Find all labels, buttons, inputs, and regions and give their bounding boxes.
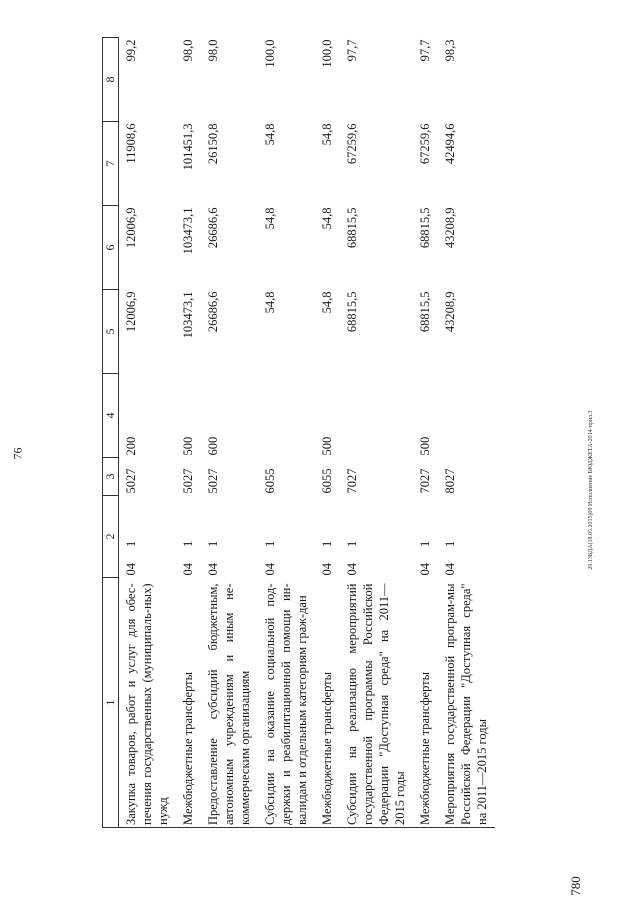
row-section (258, 496, 315, 578)
header-col-7: 7 (103, 122, 119, 206)
header-col-3: 3 (103, 458, 119, 496)
row-name: Межбюджетные трансферты (413, 578, 438, 828)
row-name: Мероприятия государственной програм-мы Российской Федерации "Доступная среда" на 2011—2015 годы (438, 578, 495, 828)
header-col-5: 5 (103, 290, 119, 374)
row-kind: 600 (206, 436, 220, 456)
page-number-bottom: 780 (567, 876, 583, 896)
row-code: 8027 (443, 468, 457, 494)
row-col8: 100,0 (320, 39, 334, 68)
row-section-b: 1 (443, 540, 457, 547)
row-col6: 12006,9 (124, 207, 138, 249)
row-section-a: 04 (418, 563, 432, 576)
row-col6: 54,8 (263, 207, 277, 230)
row-kind (340, 374, 413, 458)
table-row (438, 38, 495, 828)
row-section (340, 496, 413, 578)
row-name: Субсидии на реализацию мероприятий государственной программы Российской Федерации "Доступная среда" на 2011—2015 годы (340, 578, 413, 828)
row-section-b: 1 (418, 540, 432, 547)
row-col7: 67259,6 (345, 123, 359, 165)
row-col5: 68815,5 (418, 291, 432, 333)
row-col7: 11908,6 (124, 123, 138, 164)
row-section (201, 496, 258, 578)
header-col-8: 8 (103, 38, 119, 122)
header-row (103, 38, 119, 828)
row-section (438, 496, 495, 578)
row-col5: 12006,9 (124, 291, 138, 333)
row-code: 6055 (320, 468, 334, 494)
row-kind: 500 (418, 436, 432, 456)
row-name: Закупка товаров, работ и услуг для обес-печения государственных (муниципаль-ных) нужд (119, 578, 177, 828)
row-col6: 43208,9 (443, 207, 457, 249)
row-col5: 103473,1 (181, 291, 195, 339)
row-col6: 26686,6 (206, 207, 220, 249)
row-section (119, 496, 177, 578)
table-row (340, 38, 413, 828)
footer-code: 20.13БДА(18.05.2015)09 Исполнение БЮДЖЕТА-2014-прил.3 (588, 410, 594, 570)
row-col8: 98,0 (206, 39, 220, 62)
row-col7: 42494,6 (443, 123, 457, 165)
row-code: 5027 (206, 468, 220, 494)
row-code: 7027 (345, 468, 359, 494)
row-col5: 68815,5 (345, 291, 359, 333)
row-col7: 101451,3 (181, 123, 195, 171)
row-col8: 100,0 (263, 39, 277, 68)
row-section-a: 04 (443, 563, 457, 576)
page-number-top: 76 (10, 447, 25, 460)
row-section-a: 04 (320, 563, 334, 576)
table-body (119, 38, 496, 828)
row-code: 5027 (181, 468, 195, 494)
row-section-b: 1 (206, 540, 220, 547)
row-kind (258, 374, 315, 458)
header-col-1: 1 (103, 578, 119, 828)
row-col8: 97,7 (345, 39, 359, 62)
row-col5: 54,8 (263, 291, 277, 314)
row-col6: 54,8 (320, 207, 334, 230)
row-section-a: 04 (345, 563, 359, 576)
budget-table (102, 37, 495, 828)
row-col7: 54,8 (263, 123, 277, 146)
row-col5: 43208,9 (443, 291, 457, 333)
table-row (258, 38, 315, 828)
row-section-b: 1 (320, 540, 334, 547)
row-col6: 68815,5 (418, 207, 432, 249)
row-name: Межбюджетные трансферты (176, 578, 201, 828)
row-section-b: 1 (124, 540, 138, 547)
row-section-a: 04 (206, 563, 220, 576)
row-section-a: 04 (263, 563, 277, 576)
row-col6: 68815,5 (345, 207, 359, 249)
row-name: Межбюджетные трансферты (315, 578, 340, 828)
row-kind: 500 (320, 436, 334, 456)
row-section-a: 04 (124, 563, 138, 576)
header-col-2: 2 (103, 496, 119, 578)
table-row (176, 38, 201, 828)
row-name: Субсидии на оказание социальной под-держки и реабилитационной помощи ин-валидам и отдельным категориям граж-дан (258, 578, 315, 828)
row-section-a: 04 (181, 563, 195, 576)
row-section (176, 496, 201, 578)
table-row (201, 38, 258, 828)
row-code: 7027 (418, 468, 432, 494)
row-col7: 26150,8 (206, 123, 220, 165)
header-col-6: 6 (103, 206, 119, 290)
row-code: 6055 (263, 468, 277, 494)
budget-table-rotated (102, 38, 574, 828)
row-section-b: 1 (263, 540, 277, 547)
row-col7: 67259,6 (418, 123, 432, 165)
row-section (413, 496, 438, 578)
header-col-4: 4 (103, 374, 119, 458)
row-kind (438, 374, 495, 458)
row-col8: 97,7 (418, 39, 432, 62)
row-section-b: 1 (181, 540, 195, 547)
row-section (315, 496, 340, 578)
row-col6: 103473,1 (181, 207, 195, 255)
row-col7: 54,8 (320, 123, 334, 146)
table-row (315, 38, 340, 828)
table-row (413, 38, 438, 828)
row-section-b: 1 (345, 540, 359, 547)
row-kind: 200 (124, 436, 138, 456)
row-code: 5027 (124, 468, 138, 494)
row-col8: 98,0 (181, 39, 195, 62)
row-kind: 500 (181, 436, 195, 456)
row-name: Предоставление субсидий бюджетным, автономным учреждениям и иным не-коммерческим организациям (201, 578, 258, 828)
row-col8: 98,3 (443, 39, 457, 62)
row-col5: 54,8 (320, 291, 334, 314)
row-col8: 99,2 (124, 39, 138, 62)
table-row (119, 38, 177, 828)
row-col5: 26686,6 (206, 291, 220, 333)
